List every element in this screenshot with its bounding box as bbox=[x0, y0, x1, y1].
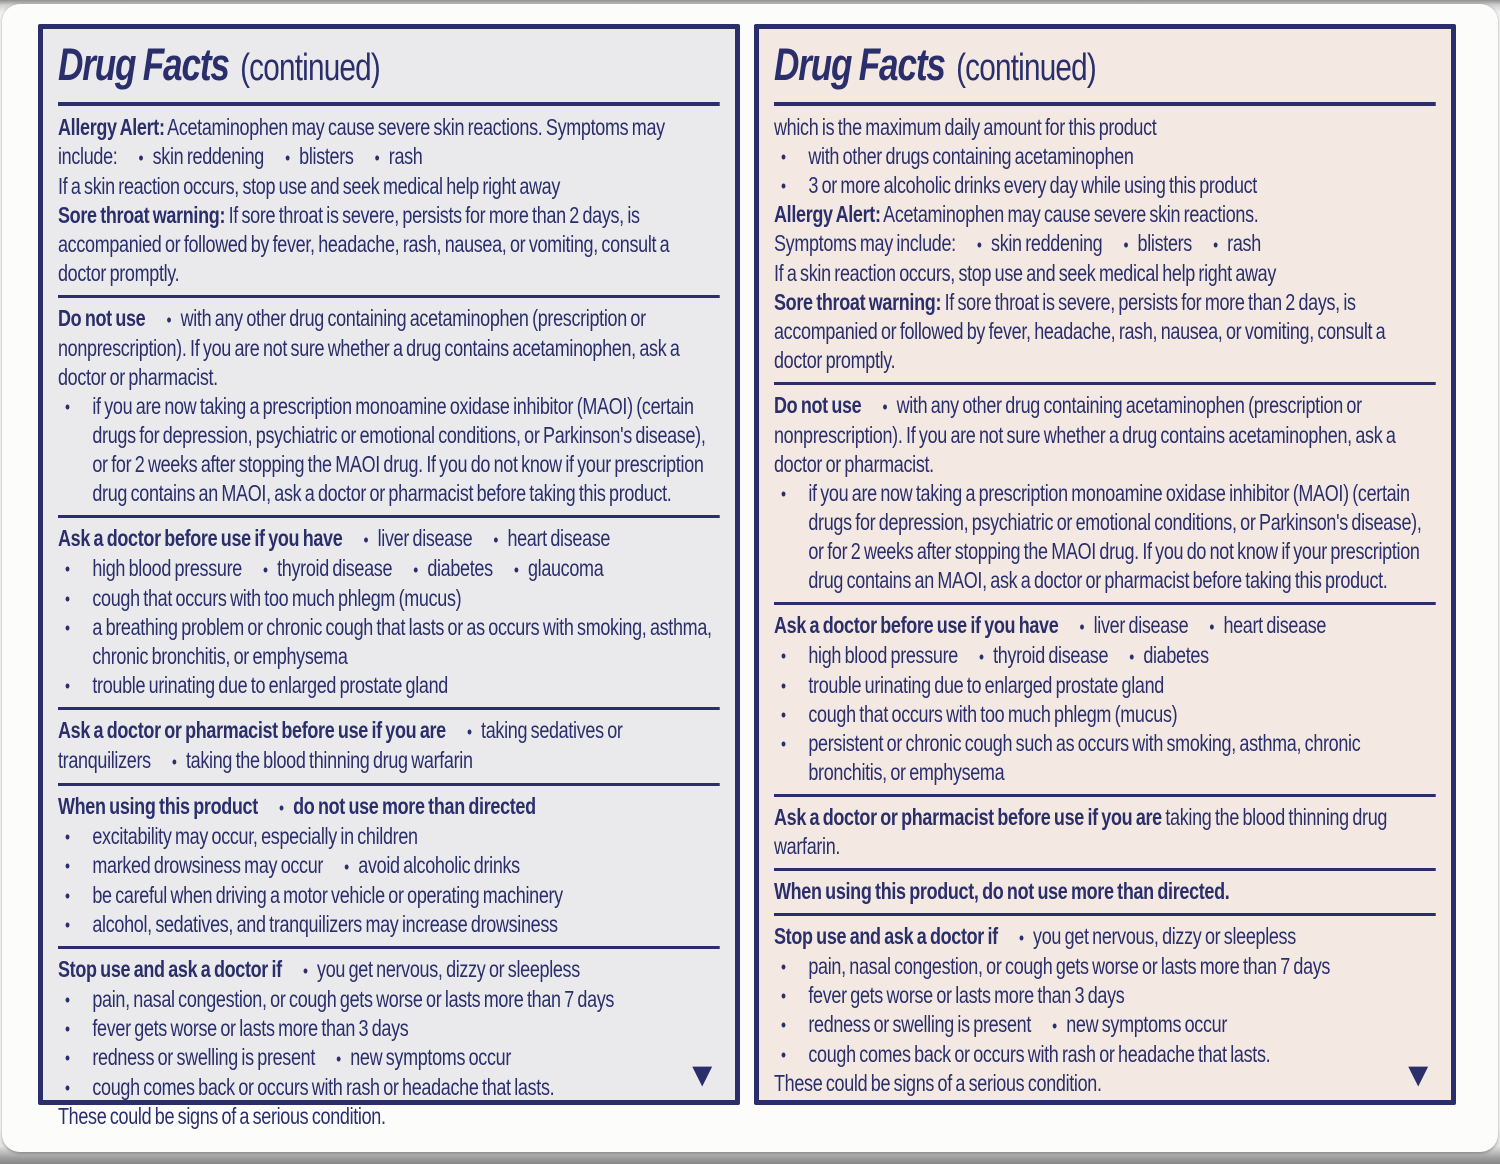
paragraph bbox=[774, 391, 1436, 479]
bullet-icon: • bbox=[781, 704, 786, 725]
inline-bullet-icon: • bbox=[466, 721, 472, 742]
inline-bullet-icon: • bbox=[1209, 616, 1215, 637]
drug-facts-continued: (continued) bbox=[956, 47, 1097, 89]
paragraph bbox=[58, 1102, 720, 1131]
text-run: Stop use and ask a doctor if bbox=[774, 923, 998, 949]
text-run: high blood pressure bbox=[808, 642, 958, 668]
paragraph bbox=[58, 792, 720, 822]
section-divider bbox=[774, 382, 1436, 385]
bullet-item bbox=[774, 1010, 1436, 1040]
bullet-icon: • bbox=[781, 733, 786, 754]
bullet-item bbox=[58, 584, 720, 613]
text-run: pain, nasal congestion, or cough gets worse or lasts more than 7 days bbox=[808, 953, 1331, 979]
bullet-item bbox=[774, 479, 1436, 595]
continue-triangle-icon: ▼ bbox=[685, 1056, 719, 1094]
bullet-icon: • bbox=[781, 985, 786, 1006]
inline-bullet-icon: • bbox=[171, 751, 177, 772]
inline-bullet-icon: • bbox=[138, 147, 144, 168]
text-run: Ask a doctor or pharmacist before use if you are bbox=[774, 804, 1162, 830]
text-run: Ask a doctor before use if you have bbox=[58, 525, 343, 551]
bullet-icon: • bbox=[781, 675, 786, 696]
bullet-icon: • bbox=[65, 396, 70, 417]
text-run: Ask a doctor or pharmacist before use if you are bbox=[58, 717, 446, 743]
bullet-icon: • bbox=[65, 1077, 70, 1098]
paragraph bbox=[58, 955, 720, 985]
paragraph bbox=[58, 113, 720, 172]
label-section bbox=[774, 611, 1436, 787]
label-section bbox=[58, 792, 720, 939]
paragraph bbox=[58, 304, 720, 392]
text-run: new symptoms occur bbox=[1066, 1011, 1228, 1037]
text-run: you get nervous, dizzy or sleepless bbox=[1033, 923, 1296, 949]
bullet-icon: • bbox=[781, 1044, 786, 1065]
inline-bullet-icon: • bbox=[374, 147, 380, 168]
bullet-item bbox=[58, 554, 720, 584]
inline-bullet-icon: • bbox=[344, 856, 349, 877]
section-divider bbox=[58, 515, 720, 518]
text-run: cough that occurs with too much phlegm (mucus) bbox=[808, 701, 1178, 727]
text-run: with other drugs containing acetaminophen bbox=[808, 143, 1134, 169]
bullet-item bbox=[774, 981, 1436, 1010]
paragraph bbox=[58, 172, 720, 201]
paragraph bbox=[774, 1069, 1436, 1098]
label-section bbox=[58, 113, 720, 288]
text-run: redness or swelling is present bbox=[808, 1011, 1032, 1037]
paragraph bbox=[774, 259, 1436, 288]
text-run: with any other drug containing acetaminophen (prescription or nonprescription). If you are not sure whether a drug contains acetaminophen, ask a doctor or pharmacist. bbox=[774, 392, 1396, 477]
paragraph bbox=[58, 524, 720, 554]
inline-bullet-icon: • bbox=[1129, 646, 1134, 667]
text-run: trouble urinating due to enlarged prostate gland bbox=[92, 672, 448, 698]
bullet-icon: • bbox=[781, 483, 786, 504]
section-divider bbox=[774, 794, 1436, 797]
bullet-icon: • bbox=[65, 558, 70, 579]
bullet-icon: • bbox=[65, 617, 70, 638]
text-run: These could be signs of a serious condition. bbox=[58, 1103, 386, 1129]
bullet-icon: • bbox=[65, 914, 70, 935]
paragraph bbox=[774, 200, 1436, 229]
text-run: If sore throat is severe, persists for more than 2 days, is accompanied or followed by fever, headache, rash, nausea, or vomiting, consult a doctor promptly. bbox=[774, 289, 1386, 373]
panel-header bbox=[58, 37, 720, 100]
inline-bullet-icon: • bbox=[1213, 234, 1218, 255]
bullet-item bbox=[58, 910, 720, 939]
text-run: Ask a doctor before use if you have bbox=[774, 612, 1059, 638]
label-section bbox=[58, 304, 720, 508]
text-run: Acetaminophen may cause severe skin reactions. bbox=[880, 201, 1259, 227]
panel-content bbox=[774, 37, 1436, 1098]
inline-bullet-icon: • bbox=[976, 234, 982, 255]
text-run: Allergy Alert: bbox=[774, 201, 881, 227]
text-run: fever gets worse or lasts more than 3 days bbox=[92, 1015, 409, 1041]
inline-bullet-icon: • bbox=[285, 147, 290, 168]
text-run: If a skin reaction occurs, stop use and seek medical help right away bbox=[774, 260, 1277, 286]
inline-bullet-icon: • bbox=[882, 396, 888, 417]
drug-facts-title: Drug Facts bbox=[774, 39, 945, 90]
text-run: thyroid disease bbox=[277, 555, 393, 581]
bullet-icon: • bbox=[65, 675, 70, 696]
bullet-item bbox=[58, 1043, 720, 1073]
sections-container bbox=[774, 113, 1436, 1098]
text-run: heart disease bbox=[1223, 612, 1327, 638]
text-run: be careful when driving a motor vehicle or operating machinery bbox=[92, 882, 563, 908]
text-run: 3 or more alcoholic drinks every day while using this product bbox=[808, 172, 1257, 198]
bullet-icon: • bbox=[781, 645, 786, 666]
inline-bullet-icon: • bbox=[336, 1048, 341, 1069]
section-divider bbox=[774, 913, 1436, 916]
text-run: Do not use bbox=[774, 392, 862, 418]
text-run: diabetes bbox=[427, 555, 493, 581]
text-run: rash bbox=[1227, 230, 1261, 256]
text-run: These could be signs of a serious condition. bbox=[774, 1070, 1102, 1096]
text-run: skin reddening bbox=[991, 230, 1103, 256]
header-divider bbox=[774, 102, 1436, 106]
bullet-item bbox=[58, 671, 720, 700]
bullet-item bbox=[58, 392, 720, 508]
text-run: liver disease bbox=[1093, 612, 1189, 638]
bullet-item bbox=[58, 985, 720, 1014]
text-run: When using this product, do not use more than directed. bbox=[774, 878, 1230, 904]
paragraph bbox=[58, 201, 720, 288]
inline-bullet-icon: • bbox=[979, 646, 984, 667]
paragraph bbox=[774, 922, 1436, 952]
text-run: if you are now taking a prescription monoamine oxidase inhibitor (MAOI) (certain drugs for depression, psychiatric or emotional conditions, or Parkinson's disease), or for 2 weeks after stopping the MAOI drug. If you do not know if your prescription drug contains an MAOI, ask a doctor or pharmacist before taking this product. bbox=[808, 480, 1422, 593]
paragraph bbox=[774, 288, 1436, 375]
label-section bbox=[774, 113, 1436, 375]
paragraph bbox=[774, 803, 1436, 861]
bullet-icon: • bbox=[65, 989, 70, 1010]
section-divider bbox=[58, 295, 720, 298]
label-section bbox=[774, 877, 1436, 906]
text-run: Stop use and ask a doctor if bbox=[58, 956, 282, 982]
bullet-icon: • bbox=[781, 175, 786, 196]
inline-bullet-icon: • bbox=[363, 529, 369, 550]
bullet-icon: • bbox=[781, 1014, 786, 1035]
text-run: If a skin reaction occurs, stop use and seek medical help right away bbox=[58, 173, 561, 199]
text-run: Acetaminophen may cause severe skin reactions. Symptoms may include: bbox=[58, 114, 665, 169]
bullet-item bbox=[774, 671, 1436, 700]
bullet-icon: • bbox=[781, 956, 786, 977]
text-run: skin reddening bbox=[152, 143, 264, 169]
label-section bbox=[58, 524, 720, 700]
continue-triangle-icon: ▼ bbox=[1401, 1056, 1435, 1094]
text-run: new symptoms occur bbox=[350, 1044, 512, 1070]
label-section bbox=[774, 391, 1436, 595]
text-run: cough comes back or occurs with rash or headache that lasts. bbox=[92, 1074, 555, 1100]
inline-bullet-icon: • bbox=[513, 559, 519, 580]
text-run: diabetes bbox=[1143, 642, 1209, 668]
text-run: taking the blood thinning drug warfarin. bbox=[774, 804, 1388, 859]
inline-bullet-icon: • bbox=[1079, 616, 1085, 637]
label-section bbox=[774, 803, 1436, 861]
drug-facts-title: Drug Facts bbox=[58, 39, 229, 90]
bullet-icon: • bbox=[65, 826, 70, 847]
text-run: alcohol, sedatives, and tranquilizers may increase drowsiness bbox=[92, 911, 558, 937]
text-run: marked drowsiness may occur bbox=[92, 852, 324, 878]
text-run: redness or swelling is present bbox=[92, 1044, 316, 1070]
text-run: you get nervous, dizzy or sleepless bbox=[317, 956, 580, 982]
text-run: do not use more than directed bbox=[293, 793, 536, 819]
inline-bullet-icon: • bbox=[1123, 234, 1129, 255]
inline-bullet-icon: • bbox=[166, 309, 172, 330]
bullet-icon: • bbox=[65, 885, 70, 906]
text-run: a breathing problem or chronic cough that lasts or as occurs with smoking, asthma, chronic bronchitis, or emphysema bbox=[92, 614, 712, 669]
inline-bullet-icon: • bbox=[1018, 927, 1024, 948]
text-run: Symptoms may include: bbox=[774, 230, 956, 256]
text-run: thyroid disease bbox=[993, 642, 1109, 668]
bullet-item bbox=[58, 851, 720, 881]
section-divider bbox=[58, 707, 720, 710]
paragraph bbox=[774, 113, 1436, 142]
header-divider bbox=[58, 102, 720, 106]
label-section bbox=[58, 716, 720, 776]
text-run: blisters bbox=[299, 143, 354, 169]
label-section bbox=[774, 922, 1436, 1098]
section-divider bbox=[774, 868, 1436, 871]
inline-bullet-icon: • bbox=[302, 960, 308, 981]
text-run: glaucoma bbox=[527, 555, 604, 581]
bullet-item bbox=[58, 822, 720, 851]
paragraph bbox=[774, 877, 1436, 906]
panel-header bbox=[774, 37, 1436, 100]
text-run: avoid alcoholic drinks bbox=[358, 852, 520, 878]
text-run: cough that occurs with too much phlegm (mucus) bbox=[92, 585, 462, 611]
text-run: Sore throat warning: bbox=[774, 289, 942, 315]
inline-bullet-icon: • bbox=[263, 559, 268, 580]
label-section bbox=[58, 955, 720, 1131]
panel-content bbox=[58, 37, 720, 1131]
inline-bullet-icon: • bbox=[279, 797, 284, 818]
bullet-icon: • bbox=[65, 588, 70, 609]
text-run: which is the maximum daily amount for this product bbox=[774, 114, 1157, 140]
bullet-item bbox=[774, 1040, 1436, 1069]
inline-bullet-icon: • bbox=[1052, 1015, 1057, 1036]
text-run: Do not use bbox=[58, 305, 146, 331]
text-run: trouble urinating due to enlarged prostate gland bbox=[808, 672, 1164, 698]
text-run: pain, nasal congestion, or cough gets worse or lasts more than 7 days bbox=[92, 986, 615, 1012]
bullet-item bbox=[58, 613, 720, 671]
bullet-item bbox=[774, 700, 1436, 729]
text-run: blisters bbox=[1137, 230, 1192, 256]
bullet-item bbox=[774, 171, 1436, 200]
text-run: When using this product bbox=[58, 793, 258, 819]
paragraph bbox=[58, 716, 720, 776]
drug-facts-panel-left bbox=[38, 24, 740, 1129]
bullet-item bbox=[58, 1014, 720, 1043]
text-run: high blood pressure bbox=[92, 555, 242, 581]
text-run: If sore throat is severe, persists for more than 2 days, is accompanied or followed by fever, headache, rash, nausea, or vomiting, consult a doctor promptly. bbox=[58, 202, 670, 286]
text-run: rash bbox=[388, 143, 423, 169]
section-divider bbox=[58, 946, 720, 949]
bullet-item bbox=[774, 641, 1436, 671]
drug-facts-continued: (continued) bbox=[240, 47, 381, 89]
section-divider bbox=[58, 783, 720, 786]
text-run: taking sedatives or tranquilizers bbox=[58, 717, 623, 773]
text-run: cough comes back or occurs with rash or headache that lasts. bbox=[808, 1041, 1271, 1067]
section-divider bbox=[774, 602, 1436, 605]
inline-bullet-icon: • bbox=[413, 559, 418, 580]
inline-bullet-icon: • bbox=[493, 529, 499, 550]
text-run: heart disease bbox=[507, 525, 611, 551]
bullet-icon: • bbox=[781, 146, 786, 167]
bullet-item bbox=[774, 142, 1436, 171]
text-run: liver disease bbox=[377, 525, 473, 551]
bullet-item bbox=[774, 952, 1436, 981]
bullet-item bbox=[774, 729, 1436, 787]
text-run: taking the blood thinning drug warfarin bbox=[186, 747, 473, 773]
bullet-icon: • bbox=[65, 855, 70, 876]
bullet-item bbox=[58, 881, 720, 910]
text-run: Allergy Alert: bbox=[58, 114, 165, 140]
bullet-icon: • bbox=[65, 1018, 70, 1039]
bullet-icon: • bbox=[65, 1047, 70, 1068]
paragraph bbox=[774, 229, 1436, 259]
paragraph bbox=[774, 611, 1436, 641]
text-run: if you are now taking a prescription monoamine oxidase inhibitor (MAOI) (certain drugs for depression, psychiatric or emotional conditions, or Parkinson's disease), or for 2 weeks after stopping the MAOI drug. If you do not know if your prescription drug contains an MAOI, ask a doctor or pharmacist before taking this product. bbox=[92, 393, 706, 506]
text-run: Sore throat warning: bbox=[58, 202, 226, 228]
text-run: excitability may occur, especially in children bbox=[92, 823, 418, 849]
text-run: fever gets worse or lasts more than 3 days bbox=[808, 982, 1125, 1008]
text-run: persistent or chronic cough such as occurs with smoking, asthma, chronic bronchitis, or emphysema bbox=[808, 730, 1361, 785]
drug-facts-panel-right bbox=[754, 24, 1456, 1105]
bullet-item bbox=[58, 1073, 720, 1102]
text-run: with any other drug containing acetaminophen (prescription or nonprescription). If you are not sure whether a drug contains acetaminophen, ask a doctor or pharmacist. bbox=[58, 305, 680, 390]
sections-container bbox=[58, 113, 720, 1131]
